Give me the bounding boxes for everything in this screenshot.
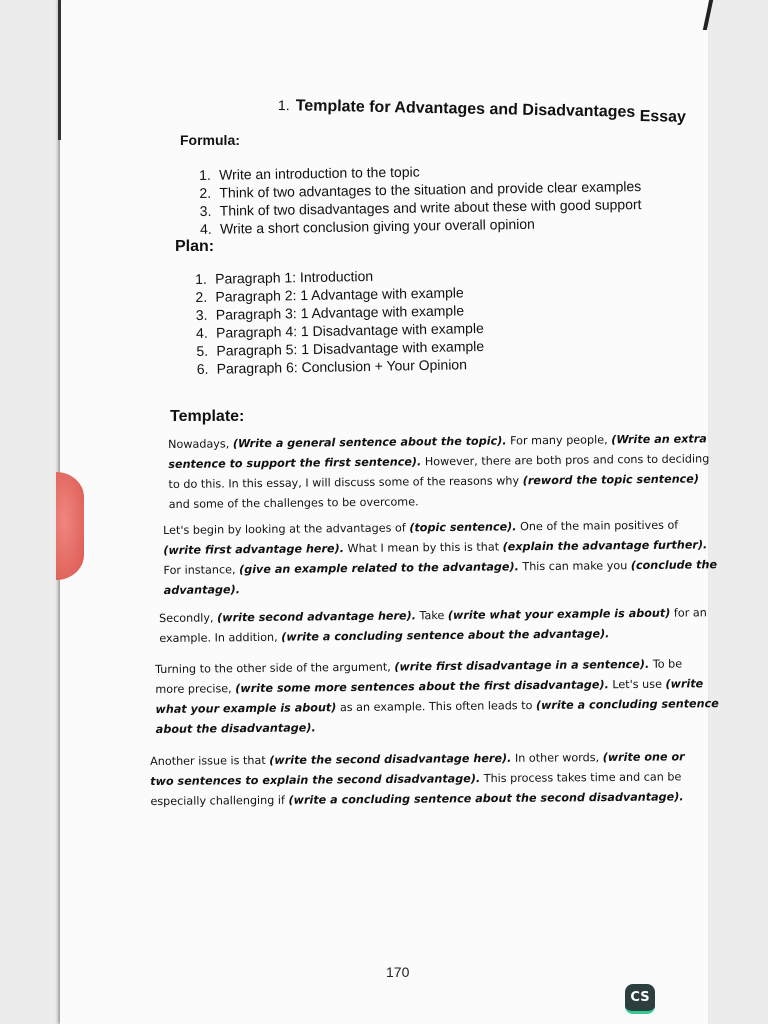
placeholder-instruction: (write first disadvantage in a sentence).	[394, 657, 650, 674]
template-text: What I mean by this is that	[343, 540, 503, 556]
placeholder-instruction: (write second advantage here).	[217, 609, 417, 625]
template-text: especially challenging if	[150, 793, 289, 808]
template-text: example. In addition,	[159, 630, 282, 645]
placeholder-instruction: (write some more sentences about the first disadvantage).	[235, 678, 609, 696]
template-text: Take	[415, 608, 448, 623]
formula-heading: Formula:	[180, 132, 240, 148]
template-paragraph-disadvantage-2	[150, 747, 685, 812]
camscanner-logo-icon: CS	[625, 984, 655, 1014]
placeholder-instruction: sentence to support the first sentence).	[168, 455, 422, 471]
template-text: Turning to the other side of the argument,	[155, 660, 395, 676]
placeholder-instruction: (explain the advantage further).	[502, 538, 708, 554]
template-text: Secondly,	[159, 611, 218, 625]
plan-item: 1. Paragraph 1: Introduction	[195, 267, 374, 287]
placeholder-instruction: (write one or	[602, 750, 685, 765]
template-paragraph-advantage-1	[163, 515, 717, 601]
template-text: To be	[649, 657, 683, 671]
placeholder-instruction: (write a concluding sentence	[535, 697, 719, 713]
template-text: Let's use	[608, 677, 666, 692]
placeholder-instruction: advantage).	[163, 583, 241, 597]
template-text: This process takes time and can be	[480, 770, 682, 786]
template-text: For many people,	[506, 433, 612, 448]
page-left-edge	[58, 0, 61, 140]
red-smudge	[56, 472, 84, 580]
template-text: as an example. This often leads to	[336, 699, 537, 715]
template-paragraph-advantage-2	[159, 603, 707, 649]
template-text: One of the main positives of	[516, 518, 679, 534]
plan-heading: Plan:	[175, 238, 215, 255]
plan-list	[195, 265, 485, 378]
template-text: for an	[670, 606, 707, 620]
template-text: This can make you	[518, 559, 631, 574]
template-text: and some of the challenges to be overcome.	[168, 495, 419, 511]
placeholder-instruction: (conclude the	[630, 558, 718, 573]
placeholder-instruction: (give an example related to the advantage).	[238, 560, 519, 577]
placeholder-instruction: (write	[665, 677, 704, 691]
template-heading: Template:	[170, 408, 245, 425]
title-main: Template for Advantages and Disadvantages	[295, 97, 636, 121]
plan-item: 5. Paragraph 5: 1 Disadvantage with example	[196, 337, 485, 359]
placeholder-instruction: (reword the topic sentence)	[522, 472, 700, 488]
placeholder-instruction: (write what your example is about)	[447, 606, 671, 622]
placeholder-instruction: (write first advantage here).	[163, 542, 345, 557]
placeholder-instruction: two sentences to explain the second disadvantage).	[150, 772, 481, 788]
formula-item: 3. Think of two disadvantages and write about these with good support	[199, 196, 642, 219]
template-text: In other words,	[511, 751, 603, 765]
formula-item: 1. Write an introduction to the topic	[199, 163, 420, 183]
template-paragraph-intro	[168, 429, 710, 515]
placeholder-instruction: (write a concluding sentence about the advantage).	[281, 627, 610, 644]
template-text: to do this. In this essay, I will discuss some of the reasons why	[168, 474, 523, 491]
plan-item: 3. Paragraph 3: 1 Advantage with example	[195, 302, 465, 323]
formula-item: 4. Write a short conclusion giving your overall opinion	[199, 215, 535, 237]
template-text: more precise,	[155, 682, 236, 696]
page-number	[386, 962, 409, 971]
plan-item: 4. Paragraph 4: 1 Disadvantage with example	[195, 319, 484, 341]
title-number: 1.	[277, 97, 290, 114]
plan-item: 2. Paragraph 2: 1 Advantage with example	[195, 284, 464, 305]
template-text: Nowadays,	[168, 437, 233, 451]
template-text: Let's begin by looking at the advantages of	[163, 521, 410, 537]
template-text: Another issue is that	[150, 753, 270, 768]
placeholder-instruction: (Write an extra	[611, 432, 707, 447]
placeholder-instruction: (write the second disadvantage here).	[269, 751, 512, 767]
template-paragraph-disadvantage-1	[155, 654, 719, 740]
title-end: Essay	[639, 107, 687, 126]
placeholder-instruction: about the disadvantage).	[155, 721, 316, 736]
formula-list	[199, 159, 642, 238]
placeholder-instruction: (write a concluding sentence about the second disadvantage).	[288, 790, 684, 807]
placeholder-instruction: (Write a general sentence about the topic).	[232, 434, 507, 451]
template-text: For instance,	[163, 563, 240, 577]
placeholder-instruction: what your example is about)	[155, 701, 337, 716]
plan-item: 6. Paragraph 6: Conclusion + Your Opinion	[196, 356, 468, 377]
formula-item: 2. Think of two advantages to the situation and provide clear examples	[199, 178, 642, 201]
template-text: However, there are both pros and cons to deciding	[421, 452, 710, 469]
placeholder-instruction: (topic sentence).	[409, 520, 517, 535]
